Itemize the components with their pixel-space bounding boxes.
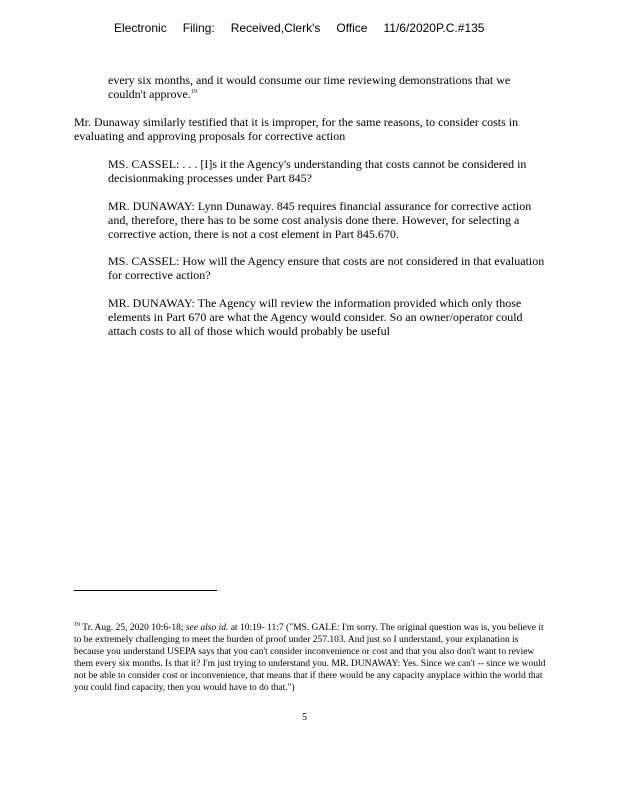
footnote-reference: 19: [190, 89, 197, 95]
footnote-number: 19: [74, 621, 80, 628]
testimony-cassel-1: MS. CASSEL: . . . [I]s it the Agency's understanding that costs cannot be considered in decisionmaking processes under Part 845?: [108, 157, 527, 185]
header-received: Received,Clerk's: [230, 21, 321, 35]
quote-continuation-text: every six months, and it would consume our time reviewing demonstrations that we couldn't approve.: [108, 73, 511, 101]
body-paragraph: Mr. Dunaway similarly testified that it is improper, for the same reasons, to consider costs in evaluating and approving proposals for corrective action: [74, 115, 519, 143]
page-number: 5: [302, 712, 307, 723]
testimony-cassel-2: MS. CASSEL: How will the Agency ensure that costs are not considered in that evaluation for corrective action?: [108, 254, 545, 282]
footnote-lead: Tr. Aug. 25, 2020 10:6-18;: [82, 623, 186, 633]
footnote-separator: [74, 590, 217, 591]
header-filing: Filing:: [182, 21, 215, 35]
testimony-dunaway-1: MR. DUNAWAY: Lynn Dunaway. 845 requires financial assurance for corrective action and, therefore, there has to be some cost analysis done there. However, for selecting a corrective action, there is not a cost element in Part 845.670.: [108, 199, 532, 241]
footnote-see-also: see also id.: [185, 623, 229, 633]
header-electronic: Electronic: [114, 21, 167, 35]
quote-continuation: [108, 73, 548, 101]
footnote: [74, 622, 548, 694]
footnote-body: at 10:19- 11:7 ("MS. GALE: I'm sorry. The original question was is, you believe it to be extremely challenging to meet the burden of proof under 257.103. And just so I understand, your explanation is because you understand USEPA says that you can't consider inconvenience or cost and that you also don't want to review them every six months. Is that it? I'm just trying to understand you. MR. DUNAWAY: Yes. Since we can't -- since we would not be able to consider cost or inconvenience, that means that if there would be any capacity anyplace within the world that you could find capacity, then you would have to do that."): [74, 623, 546, 693]
filing-header: [114, 21, 554, 35]
header-office: Office: [336, 21, 368, 35]
header-date-pc: 11/6/2020P.C.#135: [383, 21, 485, 35]
testimony-dunaway-2: MR. DUNAWAY: The Agency will review the information provided which only those elements in Part 670 are what the Agency would consider. So an owner/operator could attach costs to all of those which would probably be useful: [108, 296, 523, 338]
